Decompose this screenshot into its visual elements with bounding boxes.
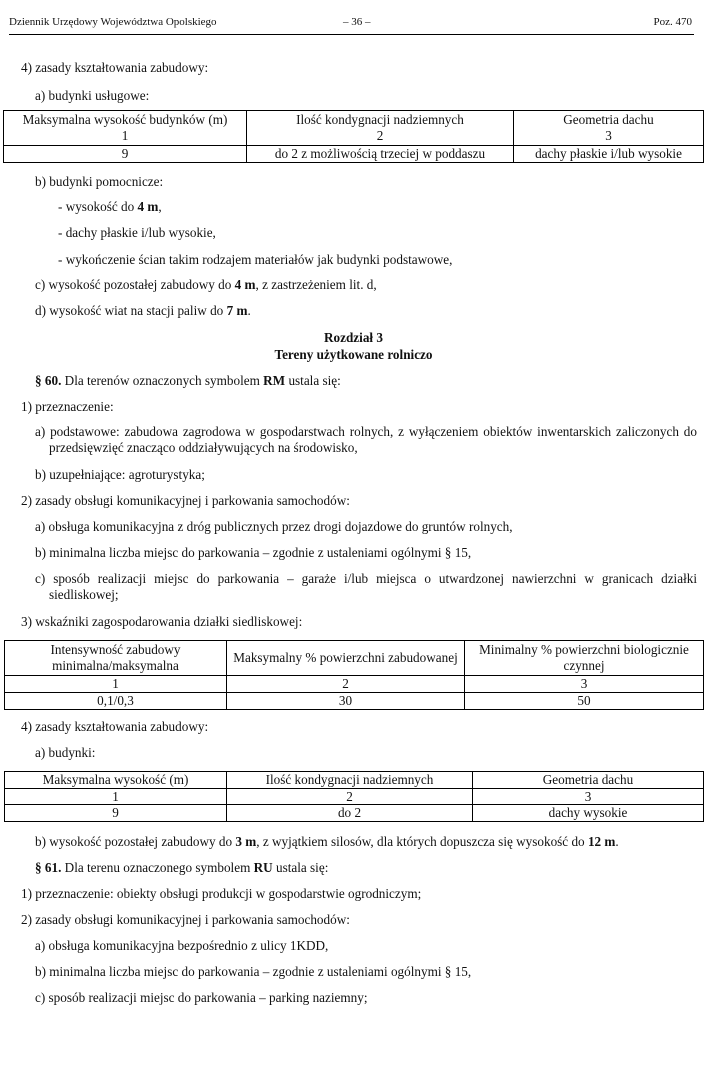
section-4-heading: 4) zasady kształtowania zabudowy:: [21, 719, 209, 734]
document-body: [0, 60, 707, 1005]
list-item: c) sposób realizacji miejsc do parkowania – parking naziemny;: [35, 990, 368, 1005]
list-item: c) sposób realizacji miejsc do parkowania – garaże i/lub miejsca o utwardzonej nawierzchni w granicach działki siedliskowej;: [35, 571, 697, 602]
list-item: b) minimalna liczba miejsc do parkowania – zgodnie z ustaleniami ogólnymi § 15,: [35, 964, 472, 979]
table-cell: 3: [473, 788, 704, 805]
table-header-row: [5, 641, 704, 676]
list-item: 2) zasady obsługi komunikacyjnej i parkowania samochodów:: [21, 493, 350, 508]
table-cell: 1: [5, 676, 227, 693]
table-header-cell: Geometria dachu 3: [514, 111, 704, 146]
table-buildings: [4, 771, 704, 822]
table-cell: 3: [465, 676, 704, 693]
subsection-b-heading: b) budynki pomocnicze:: [35, 174, 164, 189]
table-cell: dachy wysokie: [473, 805, 704, 822]
table-row: [5, 692, 704, 709]
table-cell: 9: [5, 805, 227, 822]
list-item: 2) zasady obsługi komunikacyjnej i parkowania samochodów:: [21, 912, 350, 927]
table-cell: dachy płaskie i/lub wysokie: [514, 146, 704, 163]
table-cell: 1: [5, 788, 227, 805]
list-item: 1) przeznaczenie:: [21, 399, 114, 414]
paragraph-60: § 60. Dla terenów oznaczonych symbolem RM ustala się:: [35, 373, 341, 388]
table-header-cell: Minimalny % powierzchni biologicznie czynnej: [465, 641, 704, 676]
table-cell: 2: [227, 788, 473, 805]
table-header-cell: Maksymalna wysokość budynków (m) 1: [4, 111, 247, 146]
list-item: a) obsługa komunikacyjna z dróg publicznych przez drogi dojazdowe do gruntów rolnych,: [35, 519, 513, 534]
table-cell: 30: [227, 692, 465, 709]
table-header-cell: Geometria dachu: [473, 772, 704, 789]
table-header-row: [4, 111, 704, 146]
table-row: [5, 805, 704, 822]
list-item: - wysokość do 4 m,: [58, 199, 162, 214]
table-header-cell: Maksymalny % powierzchni zabudowanej: [227, 641, 465, 676]
table-header-row: [5, 772, 704, 789]
table-row: [5, 788, 704, 805]
table-header-cell: Ilość kondygnacji nadziemnych 2: [247, 111, 514, 146]
section-4-heading: 4) zasady kształtowania zabudowy:: [21, 60, 209, 75]
list-item: - dachy płaskie i/lub wysokie,: [58, 225, 216, 240]
subsection-a-heading: a) budynki:: [35, 745, 96, 760]
list-item: a) podstawowe: zabudowa zagrodowa w gospodarstwach rolnych, z wyłączeniem obiektów inwentarskich zaliczonych do przedsięwzięć znacząco oddziaływujących na środowisko,: [35, 424, 697, 455]
chapter-subtitle: Tereny użytkowane rolniczo: [274, 347, 433, 362]
table-plot-indicators: [4, 640, 704, 710]
paragraph-61: § 61. Dla terenu oznaczonego symbolem RU ustala się:: [35, 860, 329, 875]
table-cell: do 2: [227, 805, 473, 822]
table-cell: do 2 z możliwością trzeciej w poddaszu: [247, 146, 514, 163]
position-number: Poz. 470: [653, 16, 692, 28]
page-number: – 36 –: [343, 16, 371, 28]
list-item: - wykończenie ścian takim rodzajem materiałów jak budynki podstawowe,: [58, 252, 453, 267]
list-item: b) wysokość pozostałej zabudowy do 3 m, z wyjątkiem silosów, dla których dopuszcza się wysokość do 12 m.: [35, 834, 619, 849]
page-header: [9, 14, 694, 35]
list-item: a) obsługa komunikacyjna bezpośrednio z ulicy 1KDD,: [35, 938, 329, 953]
table-commercial-buildings: [3, 110, 704, 163]
list-item: b) minimalna liczba miejsc do parkowania – zgodnie z ustaleniami ogólnymi § 15,: [35, 545, 472, 560]
list-item: d) wysokość wiat na stacji paliw do 7 m.: [35, 303, 251, 318]
table-header-cell: Maksymalna wysokość (m): [5, 772, 227, 789]
table-cell: 50: [465, 692, 704, 709]
table-header-cell: Ilość kondygnacji nadziemnych: [227, 772, 473, 789]
table-cell: 0,1/0,3: [5, 692, 227, 709]
table-row: [5, 676, 704, 693]
journal-title: Dziennik Urzędowy Województwa Opolskiego: [9, 16, 217, 28]
list-item: c) wysokość pozostałej zabudowy do 4 m, z zastrzeżeniem lit. d,: [35, 277, 377, 292]
table-cell: 9: [4, 146, 247, 163]
list-item: 1) przeznaczenie: obiekty obsługi produkcji w gospodarstwie ogrodniczym;: [21, 886, 422, 901]
list-item: b) uzupełniające: agroturystyka;: [35, 467, 205, 482]
list-item: 3) wskaźniki zagospodarowania działki siedliskowej:: [21, 614, 303, 629]
table-header-cell: Intensywność zabudowy minimalna/maksymalna: [5, 641, 227, 676]
subsection-a-heading: a) budynki usługowe:: [35, 87, 150, 103]
chapter-title: Rozdział 3: [324, 330, 383, 345]
table-cell: 2: [227, 676, 465, 693]
table-row: [4, 146, 704, 163]
